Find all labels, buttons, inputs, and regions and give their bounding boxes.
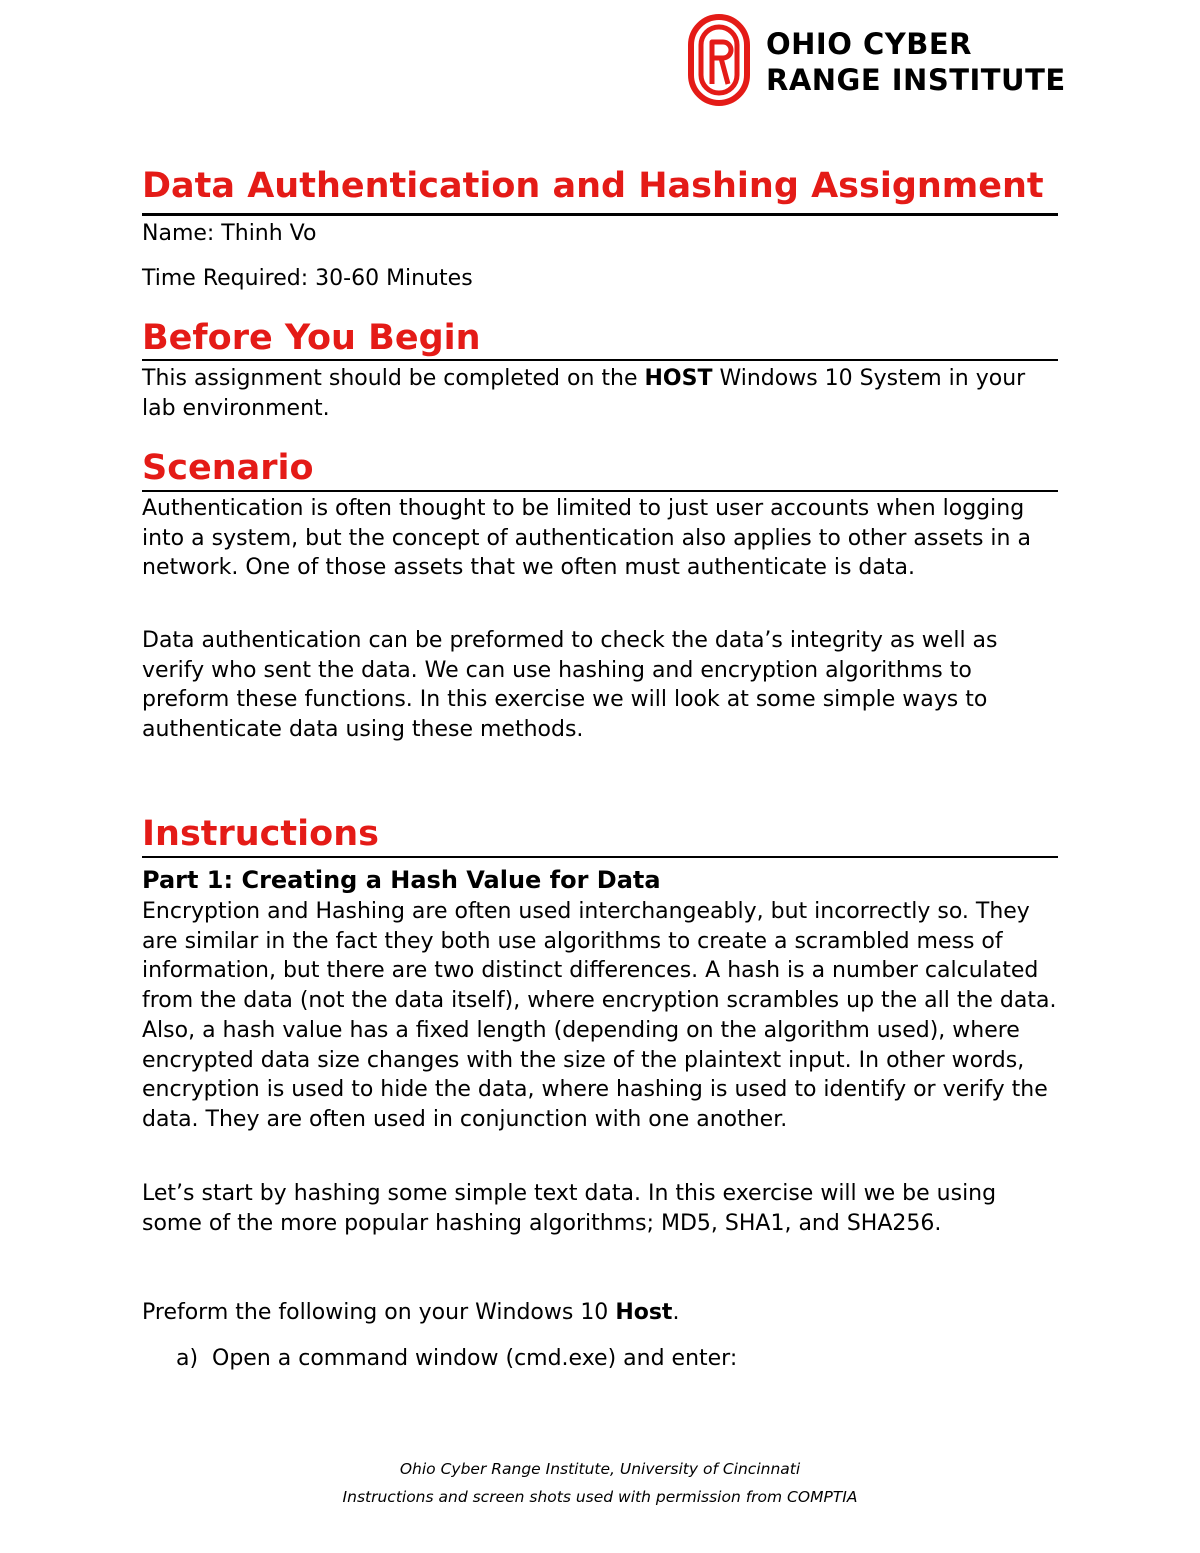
step-a-text: Open a command window (cmd.exe) and enter: [212, 1346, 738, 1371]
ocri-logo [688, 14, 1068, 106]
title-divider [142, 213, 1058, 216]
part-1-heading: Part 1: Creating a Hash Value for Data [142, 866, 661, 894]
part-1-paragraph-2: Let’s start by hashing some simple text data. In this exercise will we be using some of the more popular hashing algorithms; MD5, SHA1, and SHA256. [142, 1181, 997, 1236]
before-you-begin-divider [142, 359, 1058, 361]
scenario-divider [142, 490, 1058, 492]
logo-wordmark [766, 26, 1066, 98]
before-text-part-2: Windows 10 System in your lab environment. [142, 366, 1026, 421]
before-you-begin-text [142, 364, 1062, 423]
footer-line-2: Instructions and screen shots used with permission from COMPTIA [342, 1488, 858, 1506]
perform-text-part-1: Preform the following on your Windows 10 [142, 1300, 616, 1325]
perform-instruction [142, 1298, 1062, 1328]
logo-line-2: RANGE INSTITUTE [766, 63, 1066, 97]
time-required: Time Required: 30-60 Minutes [142, 266, 473, 291]
ocri-r-emblem-icon [688, 14, 750, 106]
before-text-part-1: This assignment should be completed on the [142, 366, 645, 391]
step-a [176, 1345, 737, 1373]
part-1-paragraph-1: Encryption and Hashing are often used interchangeably, but incorrectly so. They are similar in the fact they both use algorithms to create a scrambled mess of information, but there are two distinct differences. A hash is a number calculated from the data (not the data itself), where encryption scrambles up the all the data. Also, a hash value has a fixed length (depending on the algorithm used), where encrypted data size changes with the size of the plaintext input. In other words, encryption is used to hide the data, where hashing is used to identify or verify the data. They are often used in conjunction with one another. [142, 899, 1057, 1132]
host-emphasis-2: Host [615, 1300, 673, 1325]
page-title: Data Authentication and Hashing Assignment [142, 166, 1044, 206]
instructions-divider [142, 856, 1058, 858]
perform-text-part-2: . [672, 1300, 680, 1325]
scenario-paragraph-1: Authentication is often thought to be limited to just user accounts when logging into a system, but the concept of authentication also applies to other assets in a network. One of those assets that we often must authenticate is data. [142, 496, 1031, 581]
before-you-begin-heading: Before You Begin [142, 318, 481, 358]
scenario-paragraph-2: Data authentication can be preformed to check the data’s integrity as well as verify who sent the data. We can use hashing and encryption algorithms to preform these functions. In this exercise we will look at some simple ways to authenticate data using these methods. [142, 628, 998, 743]
host-emphasis: HOST [644, 366, 713, 391]
logo-line-1: OHIO CYBER [766, 27, 972, 61]
scenario-heading: Scenario [142, 448, 314, 488]
student-name: Name: Thinh Vo [142, 221, 317, 246]
instructions-heading: Instructions [142, 814, 379, 854]
footer-line-1: Ohio Cyber Range Institute, University of Cincinnati [399, 1460, 801, 1478]
step-a-marker: a) [176, 1346, 199, 1371]
